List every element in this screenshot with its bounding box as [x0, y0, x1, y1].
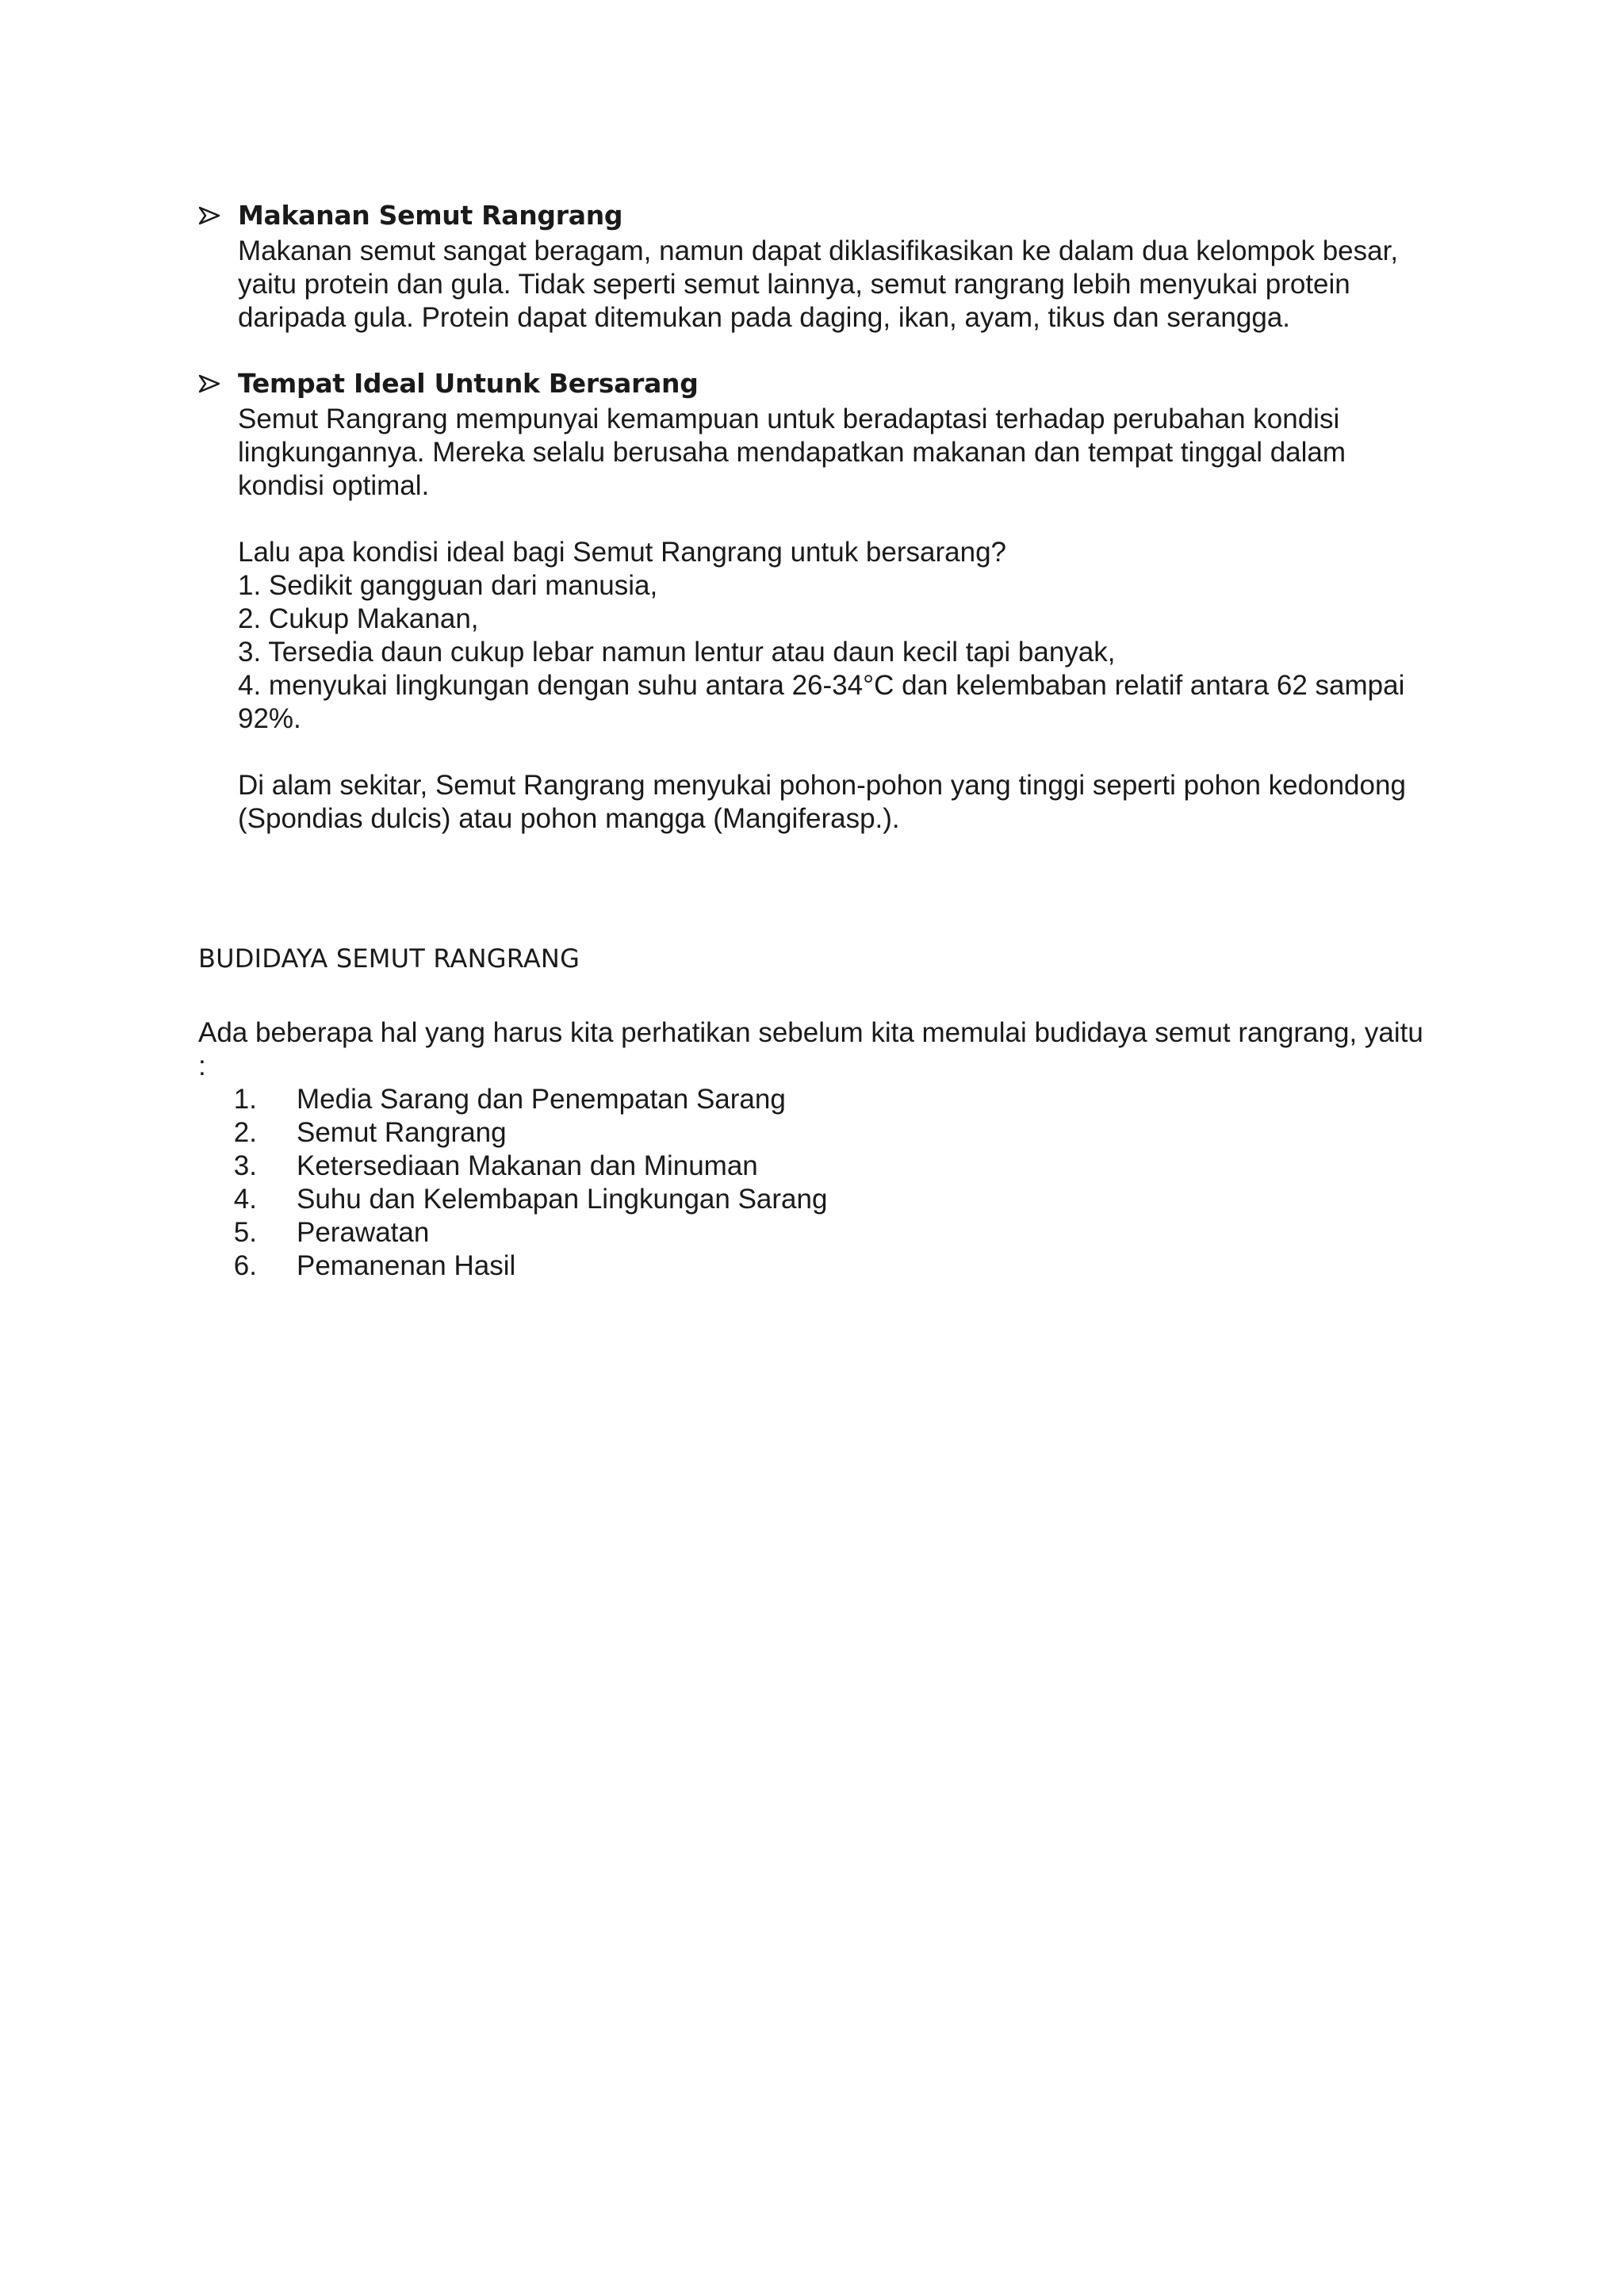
- section-tempat-ideal: [198, 365, 1435, 836]
- list-number: 6.: [233, 1250, 257, 1281]
- list-item: 1. Sedikit gangguan dari manusia,: [238, 570, 658, 601]
- budidaya-list: [198, 1083, 828, 1283]
- intro-paragraph: Ada beberapa hal yang harus kita perhatikan sebelum kita memulai budidaya semut rangrang, yaitu :: [198, 1017, 1423, 1081]
- list-number: 4.: [233, 1184, 257, 1215]
- arrow-bullet-icon: [198, 374, 220, 393]
- section-heading: Tempat Ideal Untunk Bersarang: [238, 368, 699, 399]
- section-heading-row: [198, 197, 1435, 235]
- section-paragraph: Makanan semut sangat beragam, namun dapat diklasifikasikan ke dalam dua kelompok besar, yaitu protein dan gula. Tidak seperti semut lainnya, semut rangrang lebih menyukai protein daripada gula. Protein dapat ditemukan pada daging, ikan, ayam, tikus dan serangga.: [238, 235, 1399, 333]
- list-item: 3. Tersedia daun cukup lebar namun lentur atau daun kecil tapi banyak,: [238, 637, 1116, 668]
- arrow-bullet-icon: [198, 206, 220, 225]
- list-number: 3.: [233, 1150, 257, 1181]
- list-text: Perawatan: [297, 1217, 430, 1248]
- section-heading-row: [198, 365, 1435, 403]
- page-subtitle: BUDIDAYA SEMUT RANGRANG: [198, 943, 580, 974]
- section-heading: Makanan Semut Rangrang: [238, 200, 623, 231]
- list-text: Semut Rangrang: [297, 1117, 507, 1148]
- list-item: [198, 1183, 828, 1216]
- list-item: 2. Cukup Makanan,: [238, 603, 479, 634]
- list-number: 1.: [233, 1084, 257, 1115]
- list-item: [198, 1116, 507, 1150]
- list-text: Pemanenan Hasil: [297, 1250, 516, 1281]
- list-item: [198, 1150, 758, 1183]
- list-item: 4. menyukai lingkungan dengan suhu antara 26-34°C dan kelembaban relatif antara 62 sampai 92%.: [238, 670, 1405, 734]
- conditions-list: [238, 569, 1435, 736]
- section-paragraph: Di alam sekitar, Semut Rangrang menyukai pohon-pohon yang tinggi seperti pohon kedondong (Spondias dulcis) atau pohon mangga (Mangiferasp.).: [238, 770, 1406, 834]
- list-text: Media Sarang dan Penempatan Sarang: [297, 1084, 786, 1115]
- section-makanan: [198, 197, 1435, 335]
- list-number: 2.: [233, 1117, 257, 1148]
- list-text: Ketersediaan Makanan dan Minuman: [297, 1150, 758, 1181]
- list-item: [198, 1083, 786, 1116]
- list-item: [198, 1216, 430, 1249]
- question-text: Lalu apa kondisi ideal bagi Semut Rangrang untuk bersarang?: [238, 537, 1006, 568]
- list-item: [198, 1249, 516, 1283]
- section-paragraph: Semut Rangrang mempunyai kemampuan untuk beradaptasi terhadap perubahan kondisi lingkungannya. Mereka selalu berusaha mendapatkan makanan dan tempat tinggal dalam kondisi optimal.: [238, 404, 1346, 501]
- list-text: Suhu dan Kelembapan Lingkungan Sarang: [297, 1184, 828, 1215]
- list-number: 5.: [233, 1217, 257, 1248]
